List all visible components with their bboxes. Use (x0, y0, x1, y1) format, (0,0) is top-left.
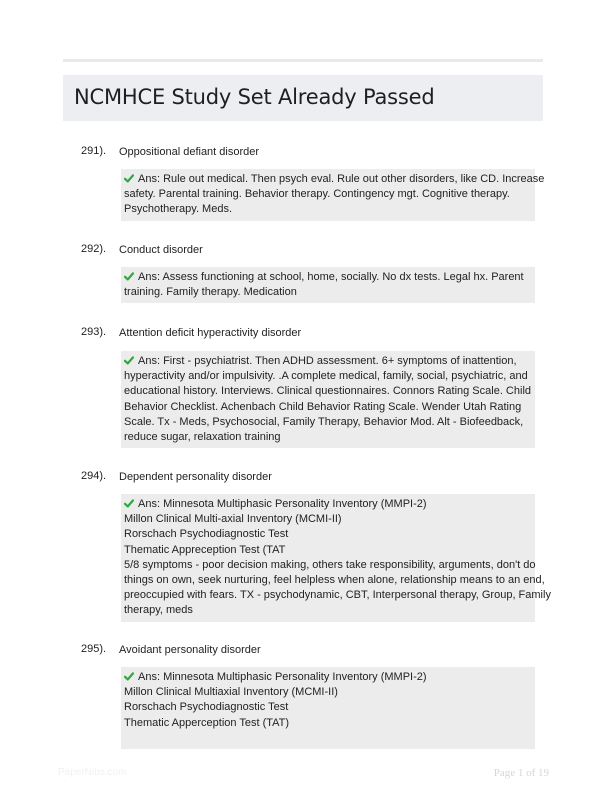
question-number: 291). (81, 145, 107, 157)
answer-line: Millon Clinical Multi-axial Inventory (MCMI-II) (124, 513, 342, 526)
answer-box (121, 667, 535, 749)
answer-line: safety. Parental training. Behavior therapy. Contingency mgt. Cognitive therapy. (124, 188, 510, 201)
answer-line: educational history. Interviews. Clinical questionnaires. Connors Rating Scale. Child (124, 385, 531, 398)
question-number: 295). (81, 643, 107, 655)
question-number: 292). (81, 243, 107, 255)
checkmark-icon (124, 672, 134, 681)
answer-line: Ans: Minnesota Multiphasic Personality Inventory (MMPI-2) (124, 497, 529, 512)
answer-box (121, 494, 551, 622)
answer-line: Behavior Checklist. Achenbach Child Behavior Rating Scale. Wender Utah Rating (124, 400, 522, 413)
answer-line: Thematic Apperception Test (TAT) (124, 716, 290, 729)
answer-line: Rorschach Psychodiagnostic Test (124, 701, 289, 714)
answer-line (124, 731, 529, 746)
answer-line: reduce sugar, relaxation training (124, 431, 281, 444)
answer-line: Millon Clinical Multiaxial Inventory (MCMI-II) (124, 686, 338, 699)
answer-line: Ans: Rule out medical. Then psych eval. Rule out other disorders, like CD. Increase (124, 172, 529, 187)
answer-line: Thematic Appreception Test (TAT (124, 543, 286, 556)
answer-line: Ans: Minnesota Multiphasic Personality Inventory (MMPI-2) (124, 670, 529, 685)
checkmark-icon (124, 499, 134, 508)
page-title: NCMHCE Study Set Already Passed (74, 85, 435, 109)
question-text: Conduct disorder (119, 244, 203, 256)
page-indicator: Page 1 of 19 (493, 767, 549, 779)
checkmark-icon (124, 174, 134, 183)
answer-line: 5/8 symptoms - poor decision making, others take responsibility, arguments, don't do (124, 558, 536, 571)
answer-line: training. Family therapy. Medication (124, 286, 297, 299)
question-text: Dependent personality disorder (119, 471, 272, 483)
answer-line: Rorschach Psychodiagnostic Test (124, 528, 289, 541)
answer-line: Psychotherapy. Meds. (124, 203, 233, 216)
question-text: Attention deficit hyperactivity disorder (119, 327, 302, 339)
answer-line: Ans: Assess functioning at school, home, socially. No dx tests. Legal hx. Parent (124, 270, 529, 285)
answer-box (121, 351, 535, 448)
answer-line: Scale. Tx - Meds, Psychosocial, Family Therapy, Behavior Mod. Alt - Biofeedback, (124, 415, 524, 428)
checkmark-icon (124, 272, 134, 281)
answer-line: preoccupied with fears. TX - psychodynamic, CBT, Interpersonal therapy, Group, Family (124, 589, 551, 602)
answer-line: hyperactivity and/or impulsivity. .A complete medical, family, social, psychiatric, and (124, 370, 528, 383)
checkmark-icon (124, 356, 134, 365)
question-number: 294). (81, 470, 107, 482)
question-text: Oppositional defiant disorder (119, 146, 260, 158)
question-number: 293). (81, 326, 107, 338)
answer-line: things on own, seek nurturing, feel helpless when alone, relationship means to an end, (124, 574, 545, 587)
answer-box (121, 267, 535, 303)
title-banner (63, 75, 543, 121)
answer-line: Ans: First - psychiatrist. Then ADHD assessment. 6+ symptoms of inattention, (124, 354, 529, 369)
answer-box (121, 169, 545, 221)
answer-line: therapy, meds (124, 604, 193, 617)
footer-watermark: PaperNibs.com (58, 767, 127, 778)
question-text: Avoidant personality disorder (119, 644, 261, 656)
top-divider (63, 59, 543, 62)
